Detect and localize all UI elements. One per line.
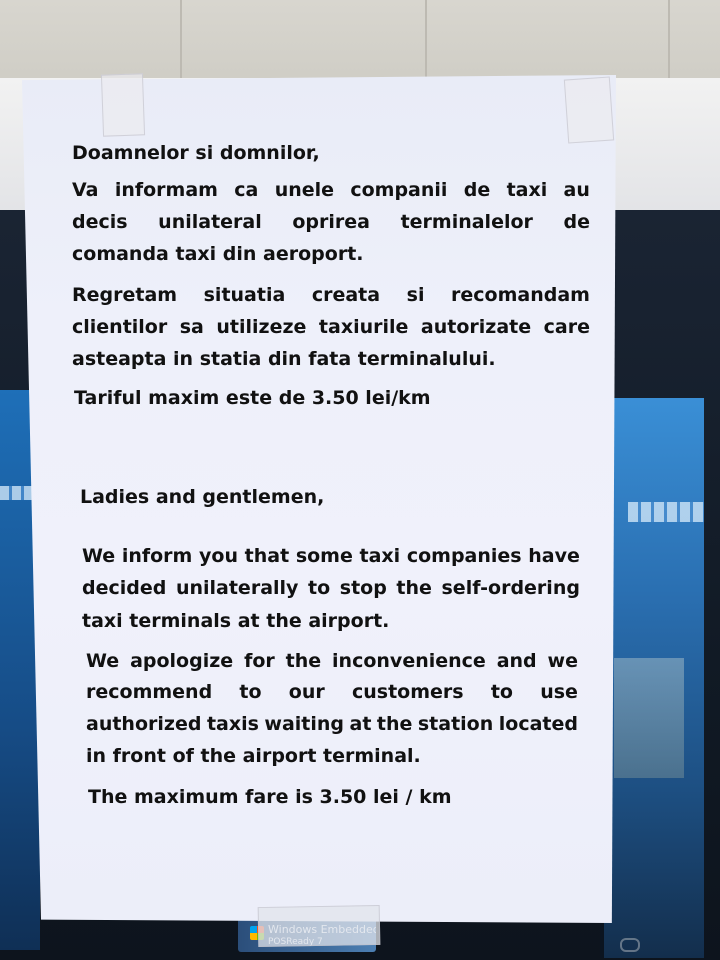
notice-word: located [498, 713, 578, 735]
notice-word: terminalelor [400, 211, 533, 233]
notice-word: taxis [206, 713, 259, 735]
notice-word: taxi [506, 179, 548, 201]
notice-word: We [86, 650, 120, 672]
notice-word: stop [339, 577, 387, 599]
wall-seam [180, 0, 182, 80]
tape-strip [564, 76, 614, 143]
kiosk-screen-right [600, 398, 704, 958]
notice-word: situatia [203, 284, 286, 306]
notice-word: the [396, 577, 432, 599]
notice-word: ca [234, 179, 259, 201]
notice-word: apologize [130, 650, 234, 672]
notice-word: au [563, 179, 590, 201]
notice-word: unele [274, 179, 335, 201]
notice-word: oprirea [292, 211, 370, 233]
notice-word: taxiurile [318, 316, 409, 338]
notice-word: the [376, 713, 413, 735]
notice-word: to [308, 577, 331, 599]
greeting-ro: Doamnelor si domnilor, [72, 142, 320, 164]
kiosk-indicator-icon [620, 938, 640, 952]
notice-word: companii [350, 179, 448, 201]
notice-line-en [86, 676, 578, 708]
notice-word: utilizeze [216, 316, 307, 338]
notice-word: authorized [86, 713, 202, 735]
notice-word: for [244, 650, 275, 672]
notice-word: si [406, 284, 425, 306]
notice-word: sa [179, 316, 204, 338]
notice-word: that [244, 545, 290, 567]
tape-strip [258, 905, 381, 947]
notice-word: Va [72, 179, 99, 201]
notice-word: inform [121, 545, 193, 567]
notice-word: de [563, 211, 590, 233]
notice-line-ro [72, 174, 590, 206]
wall-seam [668, 0, 670, 80]
tape-strip [101, 73, 145, 136]
fare-ro: Tariful maxim este de 3.50 lei/km [74, 387, 431, 409]
notice-word: Regretam [72, 284, 178, 306]
notice-word: waiting [264, 713, 345, 735]
notice-line-ro: comanda taxi din aeroport. [72, 243, 364, 265]
notice-word: customers [351, 681, 464, 703]
notice-line-ro [72, 279, 590, 311]
notice-word: creata [311, 284, 381, 306]
notice-word: companies [406, 545, 522, 567]
greeting-en: Ladies and gentlemen, [80, 486, 325, 508]
fare-en: The maximum fare is 3.50 lei / km [88, 786, 452, 808]
notice-line-ro: asteapta in statia din fata terminalului. [72, 348, 496, 370]
notice-word: use [540, 681, 578, 703]
notice-word: decis [72, 211, 128, 233]
notice-line-en: taxi terminals at the airport. [82, 610, 390, 632]
notice-word: to [490, 681, 513, 703]
wall-seam [425, 0, 427, 80]
notice-word: and [496, 650, 537, 672]
notice-word: at [349, 713, 372, 735]
notice-word: taxi [359, 545, 401, 567]
notice-line-en: in front of the airport terminal. [86, 745, 421, 767]
notice-word: some [295, 545, 353, 567]
notice-word: care [543, 316, 590, 338]
wall-background [0, 0, 720, 85]
notice-word: unilaterally [175, 577, 299, 599]
notice-line-en [82, 572, 580, 604]
notice-word: self-ordering [441, 577, 580, 599]
notice-line-en [86, 645, 578, 677]
notice-word: autorizate [420, 316, 532, 338]
notice-word: the [285, 650, 322, 672]
notice-word: recomandam [451, 284, 590, 306]
notice-word: you [199, 545, 238, 567]
notice-word: to [239, 681, 262, 703]
notice-line-en [82, 540, 580, 572]
notice-word: de [463, 179, 491, 201]
notice-word: have [528, 545, 580, 567]
notice-word: we [547, 650, 578, 672]
notice-word: decided [82, 577, 167, 599]
notice-word: unilateral [158, 211, 262, 233]
notice-line-ro [72, 206, 590, 238]
notice-word: informam [114, 179, 218, 201]
notice-word: We [82, 545, 116, 567]
notice-word: station [417, 713, 494, 735]
notice-word: inconvenience [332, 650, 486, 672]
notice-word: clientilor [72, 316, 168, 338]
notice-line-en [86, 708, 578, 740]
notice-word: our [288, 681, 325, 703]
notice-line-ro [72, 311, 590, 343]
notice-word: recommend [86, 681, 213, 703]
